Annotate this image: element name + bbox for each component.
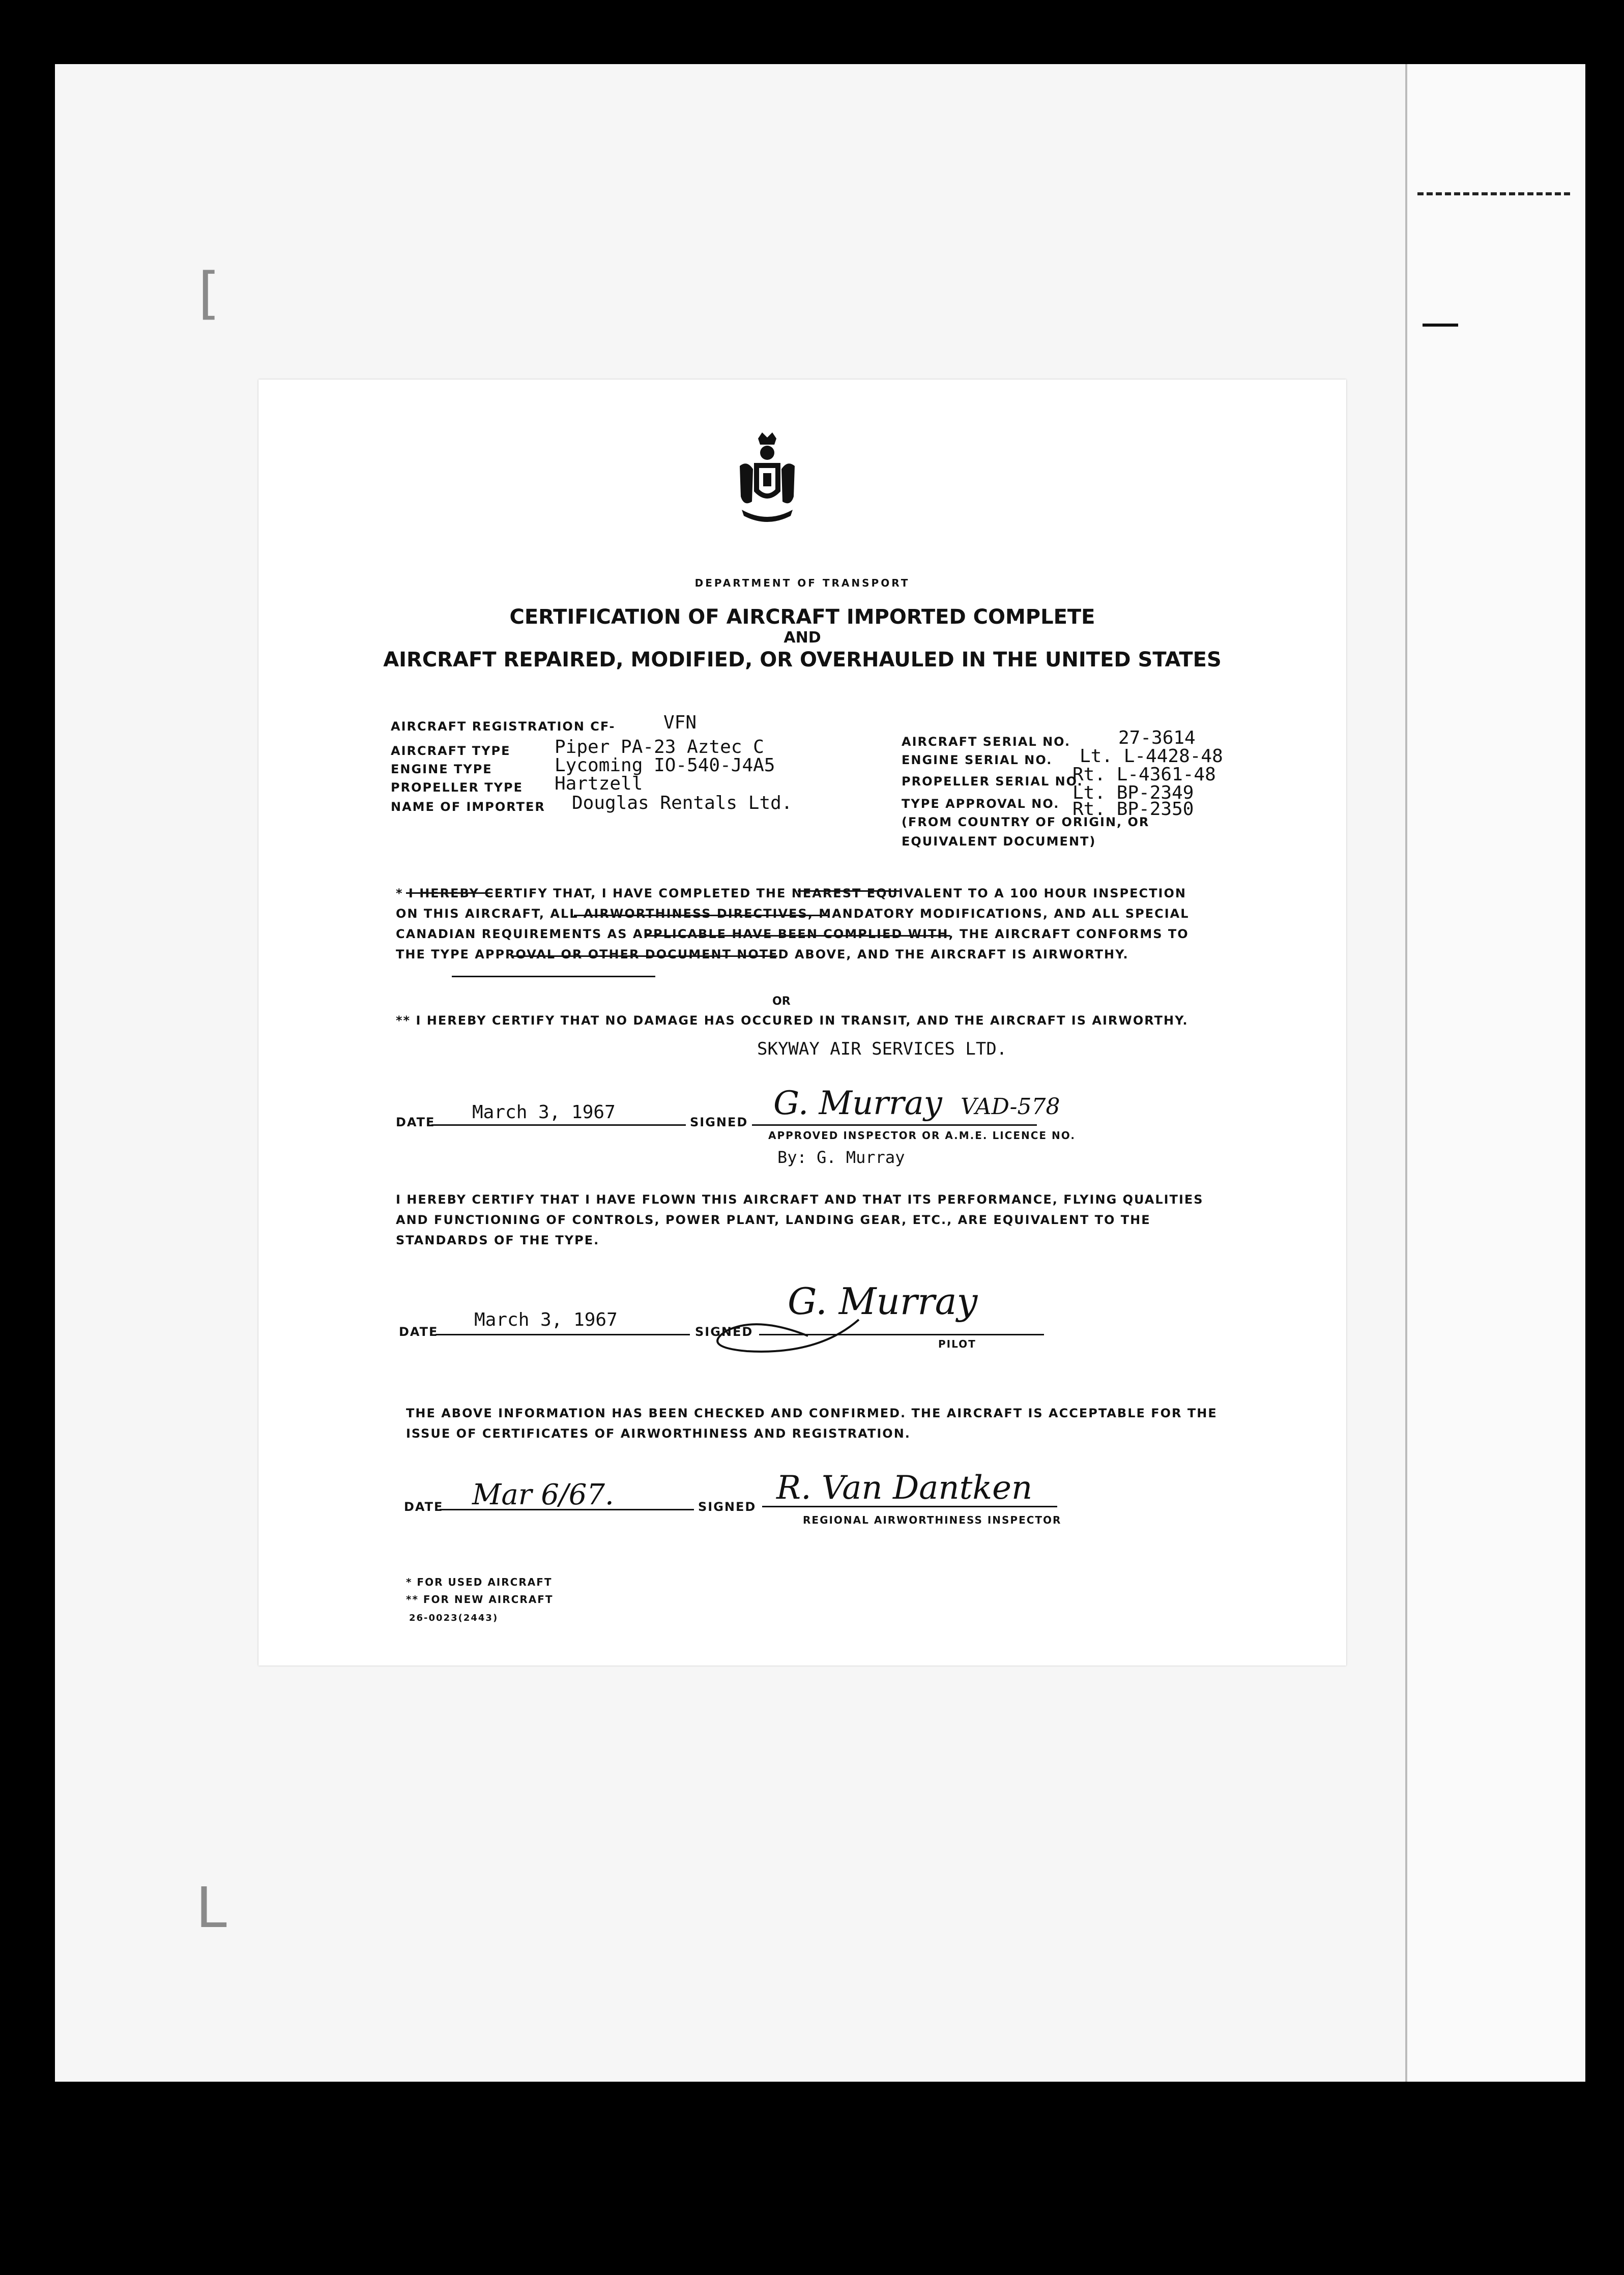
- date-line-1: [431, 1124, 686, 1126]
- strike-line-6: [452, 976, 655, 977]
- regional-inspector-caption: REGIONAL AIRWORTHINESS INSPECTOR: [803, 1514, 1062, 1526]
- signature-1: G. Murray: [773, 1085, 942, 1122]
- footnote-new-aircraft: ** FOR NEW AIRCRAFT: [406, 1593, 554, 1606]
- signed-label-2: SIGNED: [695, 1325, 753, 1339]
- adjacent-page-strip: [1405, 64, 1580, 2082]
- importer-value: Douglas Rentals Ltd.: [572, 793, 793, 813]
- title-line-3: AIRCRAFT REPAIRED, MODIFIED, OR OVERHAULED IN THE UNITED STATES: [383, 648, 1222, 672]
- propeller-type-value: Hartzell: [555, 773, 643, 794]
- coat-of-arms-emblem: [732, 430, 803, 532]
- serial-label: AIRCRAFT SERIAL NO.: [902, 735, 1071, 749]
- serial-value: 27-3614: [1118, 727, 1196, 748]
- certify-new-aircraft-text: ** I HEREBY CERTIFY THAT NO DAMAGE HAS OCCURED IN TRANSIT, AND THE AIRCRAFT IS AIRWORTHY.: [396, 1013, 1188, 1028]
- registration-value: VFN: [663, 712, 697, 733]
- checked-confirmed-text: THE ABOVE INFORMATION HAS BEEN CHECKED AND CONFIRMED. THE AIRCRAFT IS ACCEPTABLE FOR THE ISSUE OF CERTIFICATES OF AIRWORTHINESS AND REGISTRATION.: [406, 1406, 1217, 1441]
- type-approval-note-2: EQUIVALENT DOCUMENT): [902, 834, 1096, 849]
- date-label-2: DATE: [399, 1325, 439, 1339]
- strike-line-2: [798, 890, 900, 892]
- registration-label: AIRCRAFT REGISTRATION CF-: [391, 719, 616, 734]
- title-line-2: AND: [784, 629, 821, 647]
- propeller-serial-lt: Lt. BP-2349: [1072, 782, 1194, 803]
- pilot-certify-text: I HEREBY CERTIFY THAT I HAVE FLOWN THIS AIRCRAFT AND THAT ITS PERFORMANCE, FLYING QUALITIES AND FUNCTIONING OF CONTROLS, POWER PLANT, LANDING GEAR, ETC., ARE EQUIVALENT TO THE STANDARDS OF THE TYPE.: [396, 1192, 1204, 1247]
- form-number: 26-0023(2443): [409, 1613, 499, 1623]
- signature-2: G. Murray: [788, 1280, 978, 1323]
- crop-mark-top: [: [190, 260, 224, 326]
- signature-3: R. Van Dantken: [776, 1469, 1033, 1507]
- company-name: SKYWAY AIR SERVICES LTD.: [757, 1039, 1007, 1059]
- strike-line-3: [574, 915, 828, 916]
- engine-type-label: ENGINE TYPE: [391, 762, 492, 776]
- signature-line-1: [752, 1124, 1037, 1126]
- aircraft-type-label: AIRCRAFT TYPE: [391, 744, 511, 758]
- approved-inspector-caption: APPROVED INSPECTOR OR A.M.E. LICENCE NO.: [768, 1129, 1076, 1142]
- department-heading: DEPARTMENT OF TRANSPORT: [694, 577, 910, 589]
- date-label-3: DATE: [404, 1500, 444, 1514]
- date-value-3: Mar 6/67.: [472, 1478, 614, 1511]
- importer-label: NAME OF IMPORTER: [391, 800, 545, 814]
- propeller-serial-label: PROPELLER SERIAL NO.: [902, 774, 1083, 789]
- strike-line-1: [406, 892, 492, 894]
- title-line-1: CERTIFICATION OF AIRCRAFT IMPORTED COMPLETE: [509, 605, 1095, 629]
- date-label-1: DATE: [396, 1115, 436, 1129]
- dashed-line: [1417, 192, 1570, 195]
- type-approval-label: TYPE APPROVAL NO.: [902, 797, 1060, 811]
- arrow-mark: [1423, 324, 1458, 327]
- propeller-serial-rt: Rt. BP-2350: [1072, 799, 1194, 820]
- signed-label-3: SIGNED: [698, 1500, 757, 1514]
- signed-label-1: SIGNED: [690, 1115, 748, 1129]
- crop-mark-bottom: L: [195, 1875, 229, 1940]
- signature-2-flourish: [706, 1316, 869, 1361]
- engine-serial-rt: Rt. L-4361-48: [1072, 764, 1216, 785]
- certify-used-aircraft-text: * I HEREBY CERTIFY THAT, I HAVE COMPLETED THE NEAREST EQUIVALENT TO A 100 HOUR INSPECTION ON THIS AIRCRAFT, ALL AIRWORTHINESS DIRECTIVES, MANDATORY MODIFICATIONS, AND ALL SPECIAL CANADIAN REQUIREMENTS AS APPLICABLE HAVE BEEN COMPLIED WITH, THE AIRCRAFT CONFORMS TO THE TYPE APPROVAL OR OTHER DOCUMENT NOTED ABOVE, AND THE AIRCRAFT IS AIRWORTHY.: [396, 886, 1190, 961]
- licence-number: VAD-578: [961, 1094, 1060, 1120]
- date-value-2: March 3, 1967: [474, 1309, 618, 1330]
- engine-type-value: Lycoming IO-540-J4A5: [555, 755, 775, 776]
- footnote-used-aircraft: * FOR USED AIRCRAFT: [406, 1576, 553, 1588]
- strike-line-4: [645, 935, 950, 937]
- engine-serial-label: ENGINE SERIAL NO.: [902, 753, 1053, 767]
- or-divider: OR: [772, 995, 791, 1008]
- aircraft-type-value: Piper PA-23 Aztec C: [555, 737, 764, 757]
- type-approval-note-1: (FROM COUNTRY OF ORIGIN, OR: [902, 815, 1150, 829]
- date-value-1: March 3, 1967: [472, 1102, 616, 1123]
- by-line: By: G. Murray: [777, 1148, 905, 1167]
- certificate-form: [258, 380, 1346, 1666]
- date-line-2: [436, 1334, 690, 1335]
- pilot-caption: PILOT: [938, 1338, 976, 1350]
- engine-serial-lt: Lt. L-4428-48: [1080, 746, 1223, 767]
- strike-line-5: [513, 955, 777, 957]
- propeller-type-label: PROPELLER TYPE: [391, 780, 524, 795]
